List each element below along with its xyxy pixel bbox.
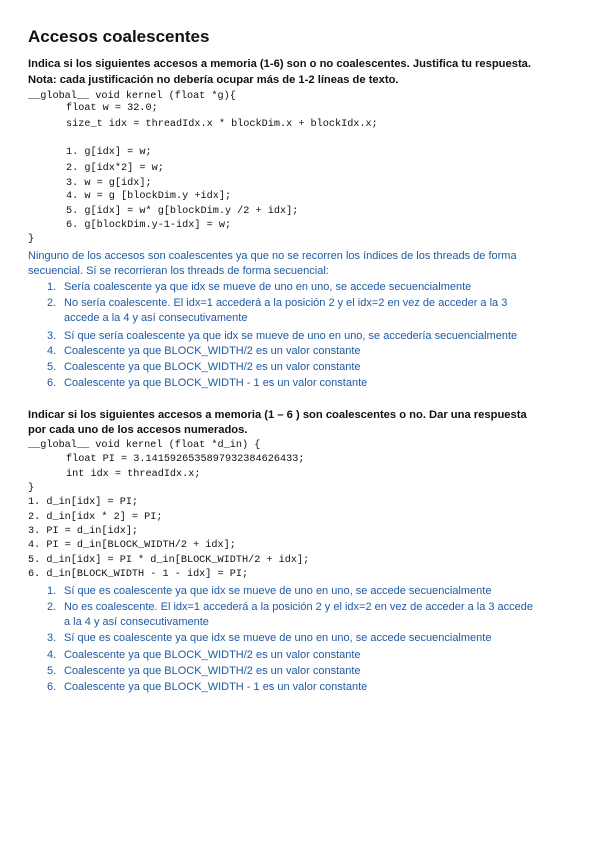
section1-prompt-line2: Nota: cada justificación no debería ocupar más de 1-2 líneas de texto. bbox=[28, 74, 399, 86]
answer-text: Coalescente ya que BLOCK_WIDTH/2 es un valor constante bbox=[64, 649, 361, 661]
code-line: int idx = threadIdx.x; bbox=[66, 469, 201, 480]
code-line: 5. g[idx] = w* g[blockDim.y /2 + idx]; bbox=[66, 206, 299, 217]
code-line: 5. d_in[idx] = PI * d_in[BLOCK_WIDTH/2 + idx]; bbox=[28, 555, 310, 566]
answer-text: Coalescente ya que BLOCK_WIDTH/2 es un valor constante bbox=[64, 665, 361, 677]
section1-prompt-line1: Indica si los siguientes accesos a memoria (1-6) son o no coalescentes. Justifica tu respuesta. bbox=[28, 58, 532, 70]
answer-intro-line1: Ninguno de los accesos son coalescentes ya que no se recorren los índices de los threads de forma bbox=[28, 250, 517, 262]
answer-text: Coalescente ya que BLOCK_WIDTH - 1 es un valor constante bbox=[64, 681, 368, 693]
answer-intro-line2: secuencial. Sí se recorrieran los threads de forma secuencial: bbox=[28, 265, 329, 277]
answer-text: Coalescente ya que BLOCK_WIDTH/2 es un valor constante bbox=[64, 345, 361, 357]
answer-number: 2. bbox=[47, 601, 57, 613]
code-line: __global__ void kernel (float *g){ bbox=[28, 91, 236, 102]
answer-text: Sí que es coalescente ya que idx se mueve de uno en uno, se accede secuencialmente bbox=[64, 585, 492, 597]
answer-text-continued: a la 4 y así consecutivamente bbox=[64, 616, 209, 628]
answer-number: 2. bbox=[47, 297, 57, 309]
code-line: 3. w = g[idx]; bbox=[66, 178, 152, 189]
code-line: } bbox=[28, 234, 35, 245]
code-line: 2. g[idx*2] = w; bbox=[66, 163, 164, 174]
answer-number: 3. bbox=[47, 632, 57, 644]
answer-number: 1. bbox=[47, 585, 57, 597]
code-line: float PI = 3.1415926535897932384626433; bbox=[66, 454, 305, 465]
answer-number: 6. bbox=[47, 377, 57, 389]
answer-text: Sí que es coalescente ya que idx se mueve de uno en uno, se accede secuencialmente bbox=[64, 632, 492, 644]
code-line: 1. d_in[idx] = PI; bbox=[28, 497, 139, 508]
answer-number: 5. bbox=[47, 665, 57, 677]
answer-number: 5. bbox=[47, 361, 57, 373]
section2-prompt-line2: por cada uno de los accesos numerados. bbox=[28, 424, 248, 436]
code-line: 6. g[blockDim.y-1-idx] = w; bbox=[66, 220, 232, 231]
code-line: 4. PI = d_in[BLOCK_WIDTH/2 + idx]; bbox=[28, 540, 236, 551]
answer-text-continued: accede a la 4 y así consecutivamente bbox=[64, 312, 248, 324]
section2-prompt-line1: Indicar si los siguientes accesos a memoria (1 – 6 ) son coalescentes o no. Dar una respuesta bbox=[28, 409, 527, 421]
answer-text: Coalescente ya que BLOCK_WIDTH - 1 es un valor constante bbox=[64, 377, 368, 389]
code-line: 4. w = g [blockDim.y +idx]; bbox=[66, 191, 232, 202]
code-line: 1. g[idx] = w; bbox=[66, 147, 152, 158]
answer-number: 1. bbox=[47, 281, 57, 293]
answer-text: Coalescente ya que BLOCK_WIDTH/2 es un valor constante bbox=[64, 361, 361, 373]
code-line: 6. d_in[BLOCK_WIDTH - 1 - idx] = PI; bbox=[28, 569, 249, 580]
code-line: __global__ void kernel (float *d_in) { bbox=[28, 440, 261, 451]
answer-text: Sería coalescente ya que idx se mueve de uno en uno, se accede secuencialmente bbox=[64, 281, 472, 293]
answer-text: Sí que sería coalescente ya que idx se mueve de uno en uno, se accedería secuencialmente bbox=[64, 330, 518, 342]
code-line: size_t idx = threadIdx.x * blockDim.x + blockIdx.x; bbox=[66, 119, 378, 130]
page-title: Accesos coalescentes bbox=[28, 27, 210, 46]
answer-number: 6. bbox=[47, 681, 57, 693]
answer-number: 3. bbox=[47, 330, 57, 342]
answer-text: No es coalescente. El idx=1 accederá a la posición 2 y el idx=2 en vez de acceder a la 3 accede bbox=[64, 601, 534, 613]
code-line: 3. PI = d_in[idx]; bbox=[28, 526, 139, 537]
code-line: float w = 32.0; bbox=[66, 103, 158, 114]
answer-number: 4. bbox=[47, 649, 57, 661]
answer-number: 4. bbox=[47, 345, 57, 357]
code-line: } bbox=[28, 483, 35, 494]
code-line: 2. d_in[idx * 2] = PI; bbox=[28, 512, 163, 523]
answer-text: No sería coalescente. El idx=1 accederá a la posición 2 y el idx=2 en vez de acceder a la 3 bbox=[64, 297, 508, 309]
